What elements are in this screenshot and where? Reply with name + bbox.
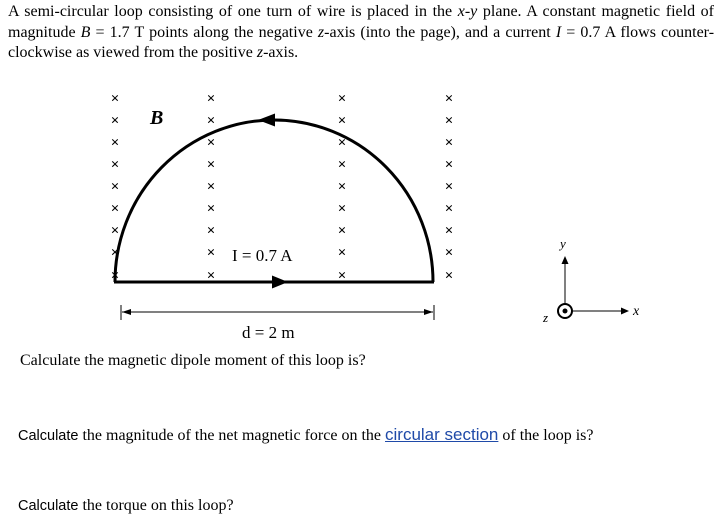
axis-label-y: y: [560, 236, 566, 251]
field-marker-x: ×: [337, 201, 347, 217]
axis-label-x: x: [633, 304, 640, 319]
diameter-arrow-right: [424, 309, 433, 315]
field-marker-x: ×: [206, 157, 216, 173]
field-marker-x: ×: [110, 245, 120, 261]
axis-label-z: z: [543, 310, 549, 325]
question-net-force: Calculate the magnitude of the net magnetic force on the circular section of the loop is?: [18, 425, 594, 444]
field-marker-x: ×: [337, 135, 347, 151]
y-axis-arrow: [562, 256, 569, 264]
diameter-label: d = 2 m: [242, 323, 295, 342]
question-dipole-moment: Calculate the magnetic dipole moment of this loop is?: [20, 352, 366, 369]
field-marker-x: ×: [337, 113, 347, 129]
field-marker-x: ×: [110, 113, 120, 129]
field-marker-x: ×: [110, 179, 120, 195]
field-marker-x: ×: [206, 135, 216, 151]
field-marker-x: ×: [206, 113, 216, 129]
diameter-arrow-left: [122, 309, 131, 315]
field-marker-x: ×: [444, 245, 454, 261]
z-axis-dot: [563, 309, 568, 314]
field-marker-x: ×: [444, 201, 454, 217]
field-marker-x: ×: [337, 179, 347, 195]
field-marker-x: ×: [110, 135, 120, 151]
field-marker-x: ×: [444, 91, 454, 107]
field-marker-x: ×: [110, 91, 120, 107]
field-marker-x: ×: [337, 91, 347, 107]
field-marker-x: ×: [206, 223, 216, 239]
field-marker-x: ×: [337, 157, 347, 173]
field-marker-x: ×: [206, 179, 216, 195]
field-marker-x: ×: [444, 223, 454, 239]
current-arrow-bottom: [272, 276, 288, 289]
field-marker-x: ×: [110, 223, 120, 239]
question-torque: Calculate the torque on this loop?: [18, 497, 234, 514]
field-marker-x: ×: [444, 113, 454, 129]
current-arrow-top: [258, 114, 275, 127]
field-marker-x: ×: [444, 157, 454, 173]
circular-section-link[interactable]: circular section: [385, 425, 499, 444]
field-label: B: [150, 107, 164, 129]
field-marker-x: ×: [337, 223, 347, 239]
field-marker-x: ×: [206, 268, 216, 284]
field-marker-x: ×: [206, 245, 216, 261]
field-marker-x: ×: [444, 135, 454, 151]
field-marker-x: ×: [337, 245, 347, 261]
current-label: I = 0.7 A: [232, 246, 293, 265]
field-marker-x: ×: [444, 179, 454, 195]
field-marker-x: ×: [206, 201, 216, 217]
field-marker-x: ×: [110, 157, 120, 173]
field-marker-x: ×: [110, 201, 120, 217]
problem-statement: A semi-circular loop consisting of one turn of wire is placed in the x-y plane. A constant magnetic field of magnitude B = 1.7 T points along the negative z-axis (into the page), and a current I = 0.7 A flows counter-clockwise as viewed from the positive z-axis.: [8, 3, 715, 61]
field-marker-x: ×: [110, 268, 120, 284]
x-axis-arrow: [621, 308, 629, 315]
field-marker-x: ×: [337, 268, 347, 284]
field-marker-x: ×: [206, 91, 216, 107]
field-marker-x: ×: [444, 268, 454, 284]
